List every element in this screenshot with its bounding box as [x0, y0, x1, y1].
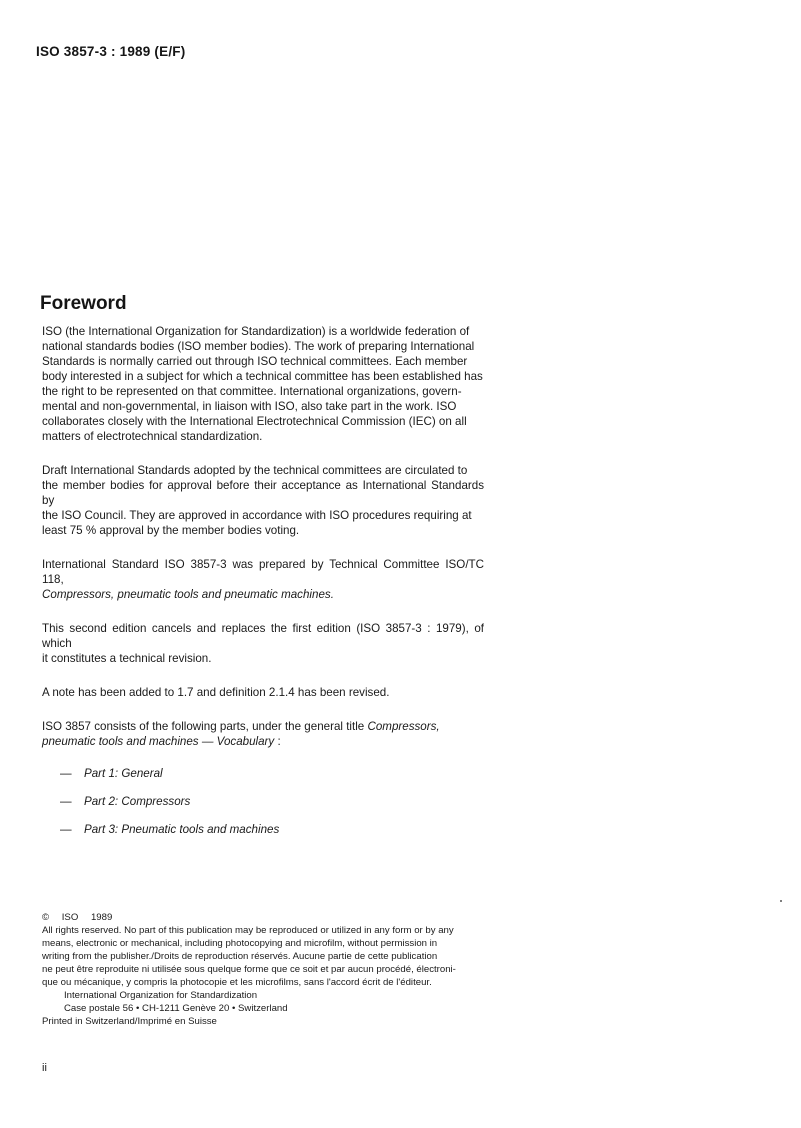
copyright-symbol: ©: [42, 912, 50, 923]
document-id-header: ISO 3857-3 : 1989 (E/F): [36, 44, 186, 59]
paragraph-draft-standards: [42, 463, 484, 538]
printed-in: Printed in Switzerland/Imprimé en Suisse: [42, 1016, 217, 1027]
dash-bullet: —: [60, 795, 72, 808]
rights-statement: [42, 924, 486, 989]
paragraph-prepared-by: [42, 557, 484, 602]
foreword-body: [42, 324, 484, 850]
text-line: the right to be represented on that committee. International organizations, govern-: [42, 385, 462, 398]
text-line: [42, 719, 484, 734]
paragraph-note-added: A note has been added to 1.7 and definition 2.1.4 has been revised.: [42, 686, 390, 699]
text-line: matters of electrotechnical standardization.: [42, 430, 263, 443]
paragraph-parts-intro: [42, 719, 484, 749]
text-line: national standards bodies (ISO member bodies). The work of preparing International: [42, 340, 475, 353]
dash-bullet: —: [60, 823, 72, 836]
paragraph-edition: [42, 621, 484, 666]
parts-list: [42, 766, 484, 837]
scan-speck: [780, 900, 782, 902]
text-line: writing from the publisher./Droits de reproduction réservés. Aucune partie de cette publication: [42, 951, 438, 962]
part-title: Part 2: Compressors: [84, 795, 191, 808]
text-line: All rights reserved. No part of this publication may be reproduced or utilized in any form or by any: [42, 925, 454, 936]
list-item: [42, 794, 484, 809]
publisher-address: Case postale 56 • CH-1211 Genève 20 • Switzerland: [64, 1003, 288, 1014]
copyright-line: [42, 911, 486, 924]
series-title-part: Compressors,: [367, 720, 440, 733]
part-title: Part 3: Pneumatic tools and machines: [84, 823, 280, 836]
text-line: ISO (the International Organization for Standardization) is a worldwide federation of: [42, 325, 470, 338]
copyright-notice: [42, 911, 486, 1028]
text-line: que ou mécanique, y compris la photocopie et les microfilms, sans l'accord écrit de l'éditeur.: [42, 977, 432, 988]
text-line: least 75 % approval by the member bodies voting.: [42, 524, 300, 537]
list-item: [42, 822, 484, 837]
text-line: the member bodies for approval before their acceptance as International Standards by: [42, 479, 484, 507]
part-title: Part 1: General: [84, 767, 163, 780]
text-line: International Standard ISO 3857-3 was prepared by Technical Committee ISO/TC 118,: [42, 558, 484, 586]
text-segment: ISO 3857 consists of the following parts, under the general title: [42, 720, 368, 733]
text-line: ne peut être reproduite ni utilisée sous quelque forme que ce soit et par aucun procédé, électroni-: [42, 964, 456, 975]
publisher-name: International Organization for Standardization: [64, 990, 258, 1001]
series-title-part: pneumatic tools and machines — Vocabulary: [42, 735, 275, 748]
text-line: body interested in a subject for which a technical committee has been established has: [42, 370, 483, 383]
list-item: [42, 766, 484, 781]
page-number: ii: [42, 1062, 47, 1074]
paragraph-iso-intro: [42, 324, 484, 444]
copyright-org: ISO: [61, 912, 79, 923]
page-title: Foreword: [40, 293, 127, 314]
text-segment: :: [274, 735, 281, 748]
text-line: it constitutes a technical revision.: [42, 652, 212, 665]
text-line: This second edition cancels and replaces the first edition (ISO 3857-3 : 1979), of which: [42, 622, 484, 650]
text-line: the ISO Council. They are approved in accordance with ISO procedures requiring at: [42, 509, 472, 522]
text-line: [42, 734, 484, 749]
text-line: Draft International Standards adopted by the technical committees are circulated to: [42, 464, 468, 477]
dash-bullet: —: [60, 767, 72, 780]
text-line: collaborates closely with the International Electrotechnical Commission (IEC) on all: [42, 415, 467, 428]
committee-title: Compressors, pneumatic tools and pneumatic machines.: [42, 588, 334, 601]
copyright-year: 1989: [90, 912, 113, 923]
text-line: Standards is normally carried out through ISO technical committees. Each member: [42, 355, 468, 368]
text-line: means, electronic or mechanical, including photocopying and microfilm, without permission in: [42, 938, 438, 949]
text-line: mental and non-governmental, in liaison with ISO, also take part in the work. ISO: [42, 400, 457, 413]
